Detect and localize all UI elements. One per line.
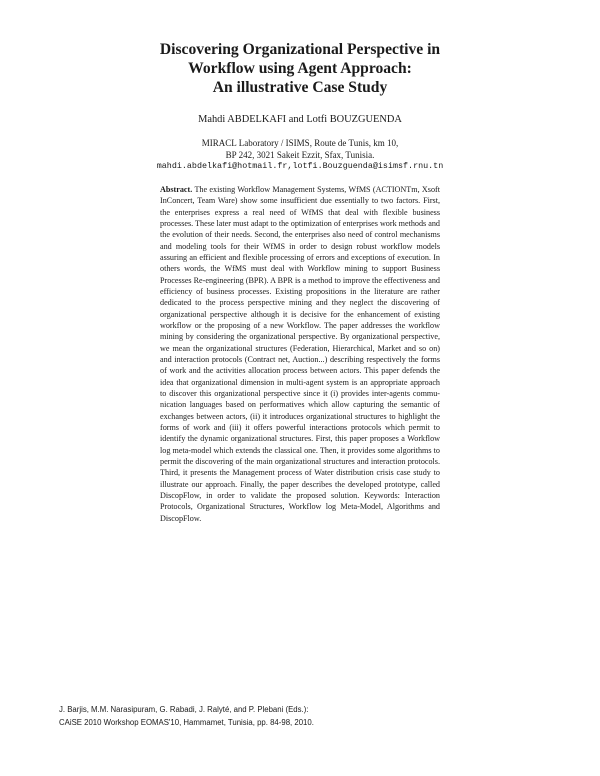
title-line-2: Workflow using Agent Approach: [188, 60, 412, 77]
footer-editors: J. Barjis, M.M. Narasipuram, G. Rabadi, J. Ralyté, and P. Plebani (Eds.): [59, 705, 309, 714]
affiliation-line-1: MIRACL Laboratory / ISIMS, Route de Tunis, km 10, [201, 138, 399, 148]
affiliation-line-2: BP 242, 3021 Sakeit Ezzit, Sfax, Tunisia. [225, 149, 375, 160]
paper-title [100, 40, 500, 97]
abstract-label: Abstract. [160, 185, 193, 194]
author-emails: mahdi.abdelkafi@hotmail.fr,lotfi.Bouzguenda@isimsf.rnu.tn [156, 161, 444, 171]
abstract-text: The existing Workflow Management Systems, WfMS (ACTIONTm, Xsoft InConcert, Team Ware) show some insufficient due essentially to two factors. First, the enterprises express a real need of WfMS that deal with flexible business processes. These later must adapt to the optimization of enterprises work methods and the evolution of their needs. Second, the enterprises also need of control mechanisms and modeling tools for their WfMS in order to design robust workflow models assuring an efficient and flexible processing of errors and exceptions of execution. In others words, the WfMS must deal with Workflow mining to support Business Processes Re-engineering (BPR). A BPR is a method to improve the effectiveness and efficiency of business processes. Existing propositions in the literature are rather dedicated to the process perspective mining and they neglect the discovering of organizational perspective although it is decisive for the enhancement of existing workflow or the proposing of a new Workflow. The paper addresses the workflow mining by considering the organizational perspective. By organizational perspective, we mean the organizational structures (Federation, Hierarchical, Market and so on) and interaction protocols (Contract net, Auction...) describing respectively the forms of work and the activities allocation process between actors. This paper defends the idea that organizational dimension in multi-agent system is an appropriate approach to discover this organizational perspective since it (i) provides inter-agents communication languages based on performatives which allow capturing the semantic of exchanges between actors, (ii) it introduces organizational structures to highlight the forms of work and (iii) it offers powerful interactions protocols which permit to identify the dynamic organizational structures. First, this paper proposes a Workflow log meta-model which extends the classical one. Then, it provides some algorithms to permit the discovering of the main organizational structures and interaction protocols. Third, it presents the Management process of Water distribution crisis case study to illustrate our approach. Finally, the paper describes the developed prototype, called DiscopFlow, in order to validate the proposed solution. Keywords: Interaction Protocols, Organizational Structures, Workflow log Meta-Model, Algorithms and DiscopFlow. [160, 185, 440, 523]
title-line-1: Discovering Organizational Perspective in [159, 41, 441, 58]
abstract [160, 184, 440, 524]
publication-footer [59, 703, 499, 729]
title-line-3: An illustrative Case Study [212, 79, 388, 96]
affiliation [100, 138, 500, 173]
footer-venue: CAiSE 2010 Workshop EOMAS'10, Hammamet, Tunisia, pp. 84-98, 2010. [59, 718, 314, 727]
authors: Mahdi ABDELKAFI and Lotfi BOUZGUENDA [198, 114, 402, 125]
